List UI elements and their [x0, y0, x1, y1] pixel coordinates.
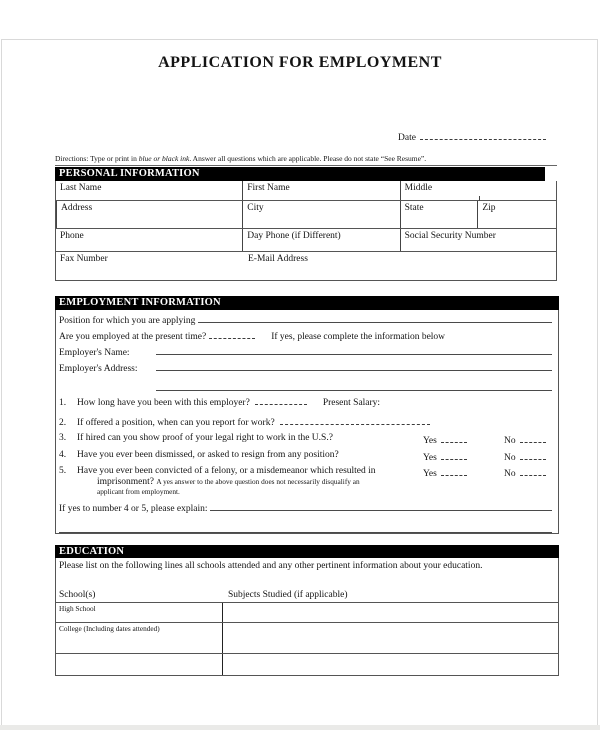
explain-row-2 [59, 523, 552, 533]
table-row [56, 603, 558, 623]
extra-subjects-field[interactable] [223, 654, 558, 675]
no-input-line[interactable] [520, 466, 546, 476]
employer-name-input-line[interactable] [156, 345, 552, 355]
question-number: 1. [59, 398, 67, 408]
state-label: State [404, 203, 424, 213]
no-label: No [504, 469, 516, 479]
explain-row [59, 501, 552, 514]
day-phone-label: Day Phone (if Different) [247, 231, 341, 241]
first-name-label: First Name [247, 183, 290, 193]
email-label: E-Mail Address [248, 254, 308, 264]
date-row [398, 130, 546, 143]
education-header: EDUCATION [55, 545, 559, 558]
employer-address-input-line-2[interactable] [156, 381, 552, 391]
fax-label: Fax Number [60, 254, 108, 264]
no-label: No [504, 436, 516, 446]
explain-input-line[interactable] [210, 501, 552, 511]
date-label: Date [398, 133, 416, 143]
no-input-line[interactable] [520, 433, 546, 443]
zip-divider-tick [479, 196, 480, 201]
table-row [56, 201, 556, 229]
question-text: If hired can you show proof of your legal right to work in the U.S.? [77, 433, 333, 443]
present-salary-label: Present Salary: [322, 398, 381, 408]
no-option [504, 433, 546, 446]
middle-name-field[interactable] [400, 181, 556, 200]
no-input-line[interactable] [520, 450, 546, 460]
yes-label: Yes [423, 453, 437, 463]
employment-information-header: EMPLOYMENT INFORMATION [55, 296, 559, 310]
question-5-continuation [59, 477, 552, 487]
city-field[interactable] [242, 201, 399, 228]
last-name-field[interactable] [56, 181, 242, 200]
ssn-field[interactable] [400, 229, 556, 251]
yes-option [423, 450, 467, 463]
employer-name-label: Employer's Name: [59, 348, 130, 358]
directions-text [55, 154, 557, 166]
personal-information-header: PERSONAL INFORMATION [55, 167, 545, 181]
education-intro: Please list on the following lines all schools attended and any other pertinent information about your education. [59, 561, 483, 571]
page-bottom-edge [0, 725, 600, 730]
position-label: Position for which you are applying [59, 316, 196, 326]
education-section [55, 545, 559, 676]
zip-label: Zip [482, 203, 496, 213]
employed-now-row [59, 329, 552, 342]
question-text: Have you ever been dismissed, or asked to resign from any position? [77, 450, 339, 460]
schools-column-header: School(s) [59, 590, 96, 600]
subjects-column-header: Subjects Studied (if applicable) [228, 590, 348, 600]
directions-suffix: . Answer all questions which are applicable. Please do not state “See Resume”. [189, 154, 427, 163]
employment-information-section [55, 296, 559, 534]
question-text: Have you ever been convicted of a felony, or a misdemeanor which resulted in [77, 466, 376, 476]
employer-address-input-line[interactable] [156, 361, 552, 371]
table-row [56, 252, 556, 280]
question-row-2 [59, 415, 552, 428]
state-field[interactable] [400, 201, 478, 228]
no-label: No [504, 453, 516, 463]
question-number: 2. [59, 418, 67, 428]
middle-name-label: Middle [404, 183, 433, 193]
zip-field[interactable] [477, 201, 556, 228]
no-option [504, 450, 546, 463]
address-label: Address [61, 203, 93, 213]
education-column-headers [56, 582, 558, 602]
first-name-field[interactable] [242, 181, 399, 200]
disqualify-note-line-1: A yes answer to the above question does not necessarily disqualify an [156, 477, 360, 486]
imprisonment-label: imprisonment? [97, 477, 154, 487]
question-row-4 [59, 450, 552, 463]
question-row-3 [59, 433, 552, 446]
table-row [56, 229, 556, 252]
yes-input-line[interactable] [441, 466, 467, 476]
directions-italic: blue or black ink [138, 154, 190, 163]
question-text: If offered a position, when can you report for work? [77, 418, 275, 428]
high-school-subjects-field[interactable] [223, 603, 558, 622]
employer-address-label: Employer's Address: [59, 364, 138, 374]
employer-address-row-2 [59, 381, 552, 391]
page-title: APPLICATION FOR EMPLOYMENT [158, 54, 442, 71]
disqualify-note-text: applicant from employment. [97, 487, 180, 496]
last-name-label: Last Name [60, 183, 102, 193]
date-input-line[interactable] [420, 130, 546, 140]
employer-name-row [59, 345, 552, 358]
college-subjects-field[interactable] [223, 623, 558, 653]
ssn-label: Social Security Number [404, 231, 496, 241]
day-phone-field[interactable] [242, 229, 399, 251]
yes-input-line[interactable] [441, 433, 467, 443]
address-field[interactable] [56, 201, 242, 228]
employer-length-input-line[interactable] [255, 395, 307, 405]
education-table [56, 602, 558, 675]
position-row [59, 313, 552, 326]
table-row [56, 654, 558, 675]
position-input-line[interactable] [198, 313, 552, 323]
personal-information-section [55, 167, 557, 281]
question-number: 5. [59, 466, 67, 476]
personal-information-table [55, 181, 557, 281]
employer-address-row [59, 361, 552, 374]
question-row-5 [59, 466, 552, 479]
question-text: How long have you been with this employer? [77, 398, 250, 408]
directions-prefix: Directions: Type or print in [55, 154, 139, 163]
yes-label: Yes [423, 469, 437, 479]
employed-note: If yes, please complete the information below [271, 332, 446, 342]
high-school-row-label: High School [56, 603, 223, 622]
employed-input-line[interactable] [209, 329, 255, 339]
yes-option [423, 433, 467, 446]
explain-label: If yes to number 4 or 5, please explain: [59, 504, 208, 514]
table-row [56, 181, 556, 201]
explain-input-line-2[interactable] [59, 523, 552, 533]
question-number: 3. [59, 433, 67, 443]
question-row-1 [59, 395, 552, 408]
college-row-label: College (Including dates attended) [56, 623, 223, 653]
question-number: 4. [59, 450, 67, 460]
phone-field[interactable] [56, 229, 242, 251]
extra-school-field[interactable] [56, 654, 223, 675]
city-label: City [247, 203, 264, 213]
yes-label: Yes [423, 436, 437, 446]
email-field[interactable] [248, 254, 308, 264]
disqualify-note-line-2 [59, 487, 552, 496]
phone-label: Phone [60, 231, 84, 241]
report-date-input-line[interactable] [280, 415, 430, 425]
yes-input-line[interactable] [441, 450, 467, 460]
table-row [56, 623, 558, 654]
employed-question-label: Are you employed at the present time? [59, 332, 207, 342]
